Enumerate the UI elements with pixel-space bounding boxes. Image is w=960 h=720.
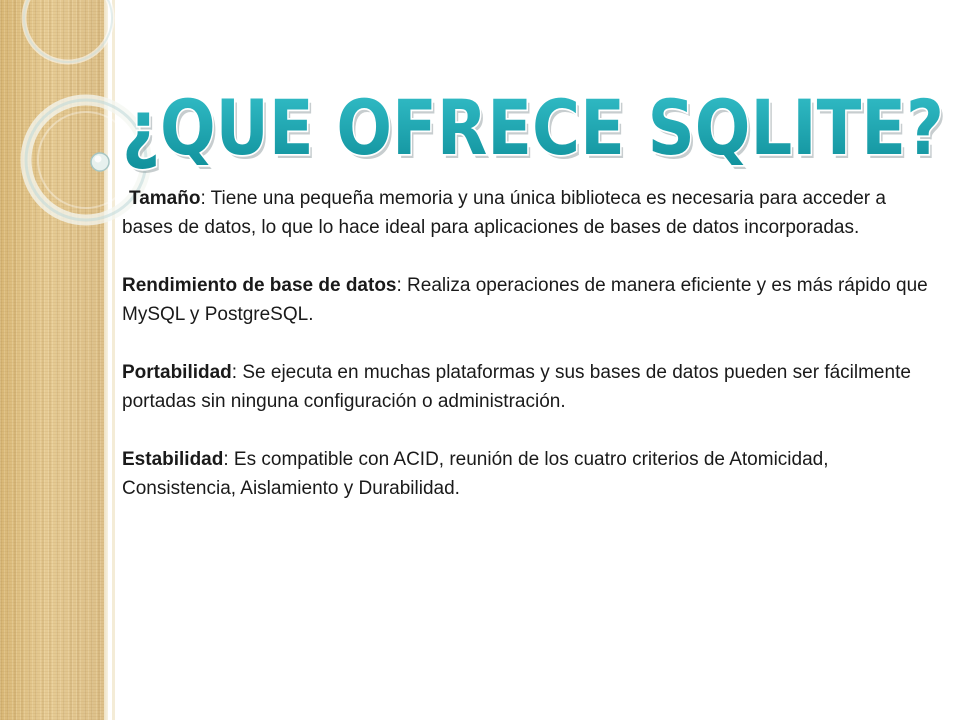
feature-description: Realiza operaciones de manera eficiente y es más rápido que MySQL y PostgreSQL.	[122, 275, 928, 325]
slide-title	[108, 76, 958, 176]
feature-term: Estabilidad	[122, 449, 224, 470]
feature-paragraph-stability	[122, 445, 934, 503]
feature-term: Portabilidad	[122, 362, 232, 383]
feature-description: Es compatible con ACID, reunión de los cuatro criterios de Atomicidad, Consistencia, Aislamiento y Durabilidad.	[122, 449, 829, 499]
feature-description: Tiene una pequeña memoria y una única biblioteca es necesaria para acceder a bases de datos, lo que lo hace ideal para aplicaciones de bases de datos incorporadas.	[122, 188, 886, 238]
feature-term: Rendimiento de base de datos	[122, 275, 397, 296]
feature-separator: :	[396, 275, 402, 296]
feature-paragraph-portability	[122, 358, 934, 416]
feature-description: Se ejecuta en muchas plataformas y sus bases de datos pueden ser fácilmente portadas sin ninguna configuración o administración.	[122, 362, 911, 412]
title-text: ¿QUE OFRECE SQLITE?	[122, 83, 944, 172]
feature-separator: :	[223, 449, 229, 470]
feature-paragraph-performance	[122, 271, 934, 329]
feature-separator: :	[231, 362, 238, 383]
feature-term: Tamaño	[129, 188, 201, 209]
slide-body	[122, 184, 934, 532]
feature-paragraph-size	[122, 184, 934, 242]
title-shadow: ¿QUE OFRECE SQLITE?	[125, 87, 947, 176]
feature-separator: :	[200, 188, 206, 209]
